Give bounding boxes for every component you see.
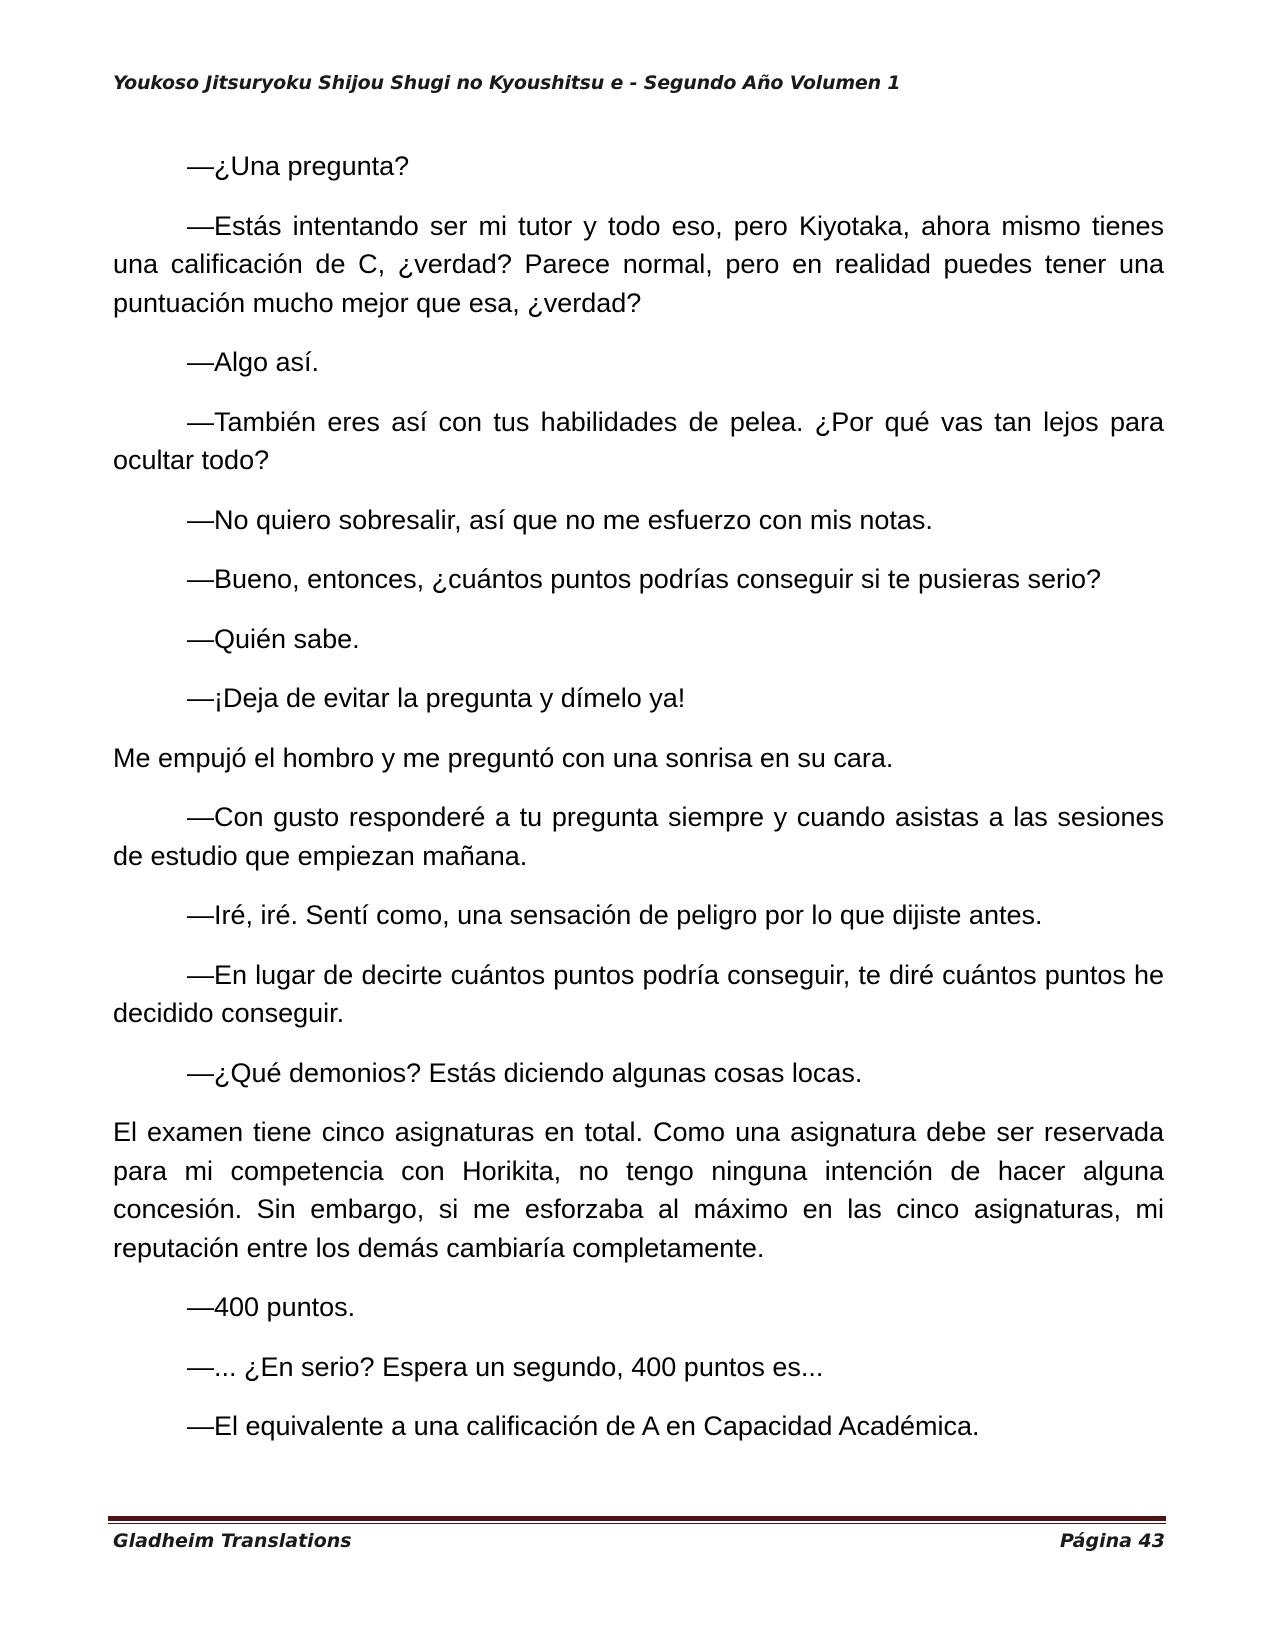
paragraph: —Algo así. [187,347,320,377]
paragraph: El examen tiene cinco asignaturas en total. Como una asignatura debe ser reservada para mi competencia con Horikita, no tengo ninguna intención de hacer alguna concesión. Sin embargo, si me esforzaba al máximo en las cinco asignaturas, mi reputación entre los demás cambiaría completamente. [113,1117,1164,1263]
paragraph: —Con gusto responderé a tu pregunta siempre y cuando asistas a las sesiones de estudio que empiezan mañana. [113,802,1164,871]
paragraph: —¿Una pregunta? [187,151,410,181]
paragraph: —No quiero sobresalir, así que no me esfuerzo con mis notas. [187,504,933,535]
page-header-title: Youkoso Jitsuryoku Shijou Shugi no Kyoushitsu e - Segundo Año Volumen 1 [113,72,901,94]
page-body [113,147,1164,1467]
paragraph: —Quién sabe. [187,623,360,654]
paragraph: Me empujó el hombro y me preguntó con una sonrisa en su cara. [113,742,894,773]
paragraph: —¡Deja de evitar la pregunta y dímelo ya! [187,683,686,713]
paragraph: —400 puntos. [187,1292,356,1322]
footer-translator-credit: Gladheim Translations [113,1530,352,1552]
paragraph: —En lugar de decirte cuántos puntos podría conseguir, te diré cuántos puntos he decidido conseguir. [113,959,1164,1028]
footer-divider [108,1516,1166,1524]
footer-divider-thick [108,1516,1166,1521]
footer-page-number: Página 43 [1059,1530,1165,1552]
paragraph: —El equivalente a una calificación de A en Capacidad Académica. [187,1411,980,1441]
paragraph: —... ¿En serio? Espera un segundo, 400 puntos es... [187,1351,824,1382]
paragraph: —Estás intentando ser mi tutor y todo eso, pero Kiyotaka, ahora mismo tienes una calificación de C, ¿verdad? Parece normal, pero en realidad puedes tener una puntuación mucho mejor que esa, ¿verdad? [113,210,1164,318]
paragraph: —Bueno, entonces, ¿cuántos puntos podrías conseguir si te pusieras serio? [187,564,1102,594]
paragraph: —También eres así con tus habilidades de pelea. ¿Por qué vas tan lejos para ocultar todo? [113,406,1164,475]
paragraph: —¿Qué demonios? Estás diciendo algunas cosas locas. [187,1057,863,1088]
footer-divider-thin [108,1523,1166,1524]
paragraph: —Iré, iré. Sentí como, una sensación de peligro por lo que dijiste antes. [187,900,1043,930]
